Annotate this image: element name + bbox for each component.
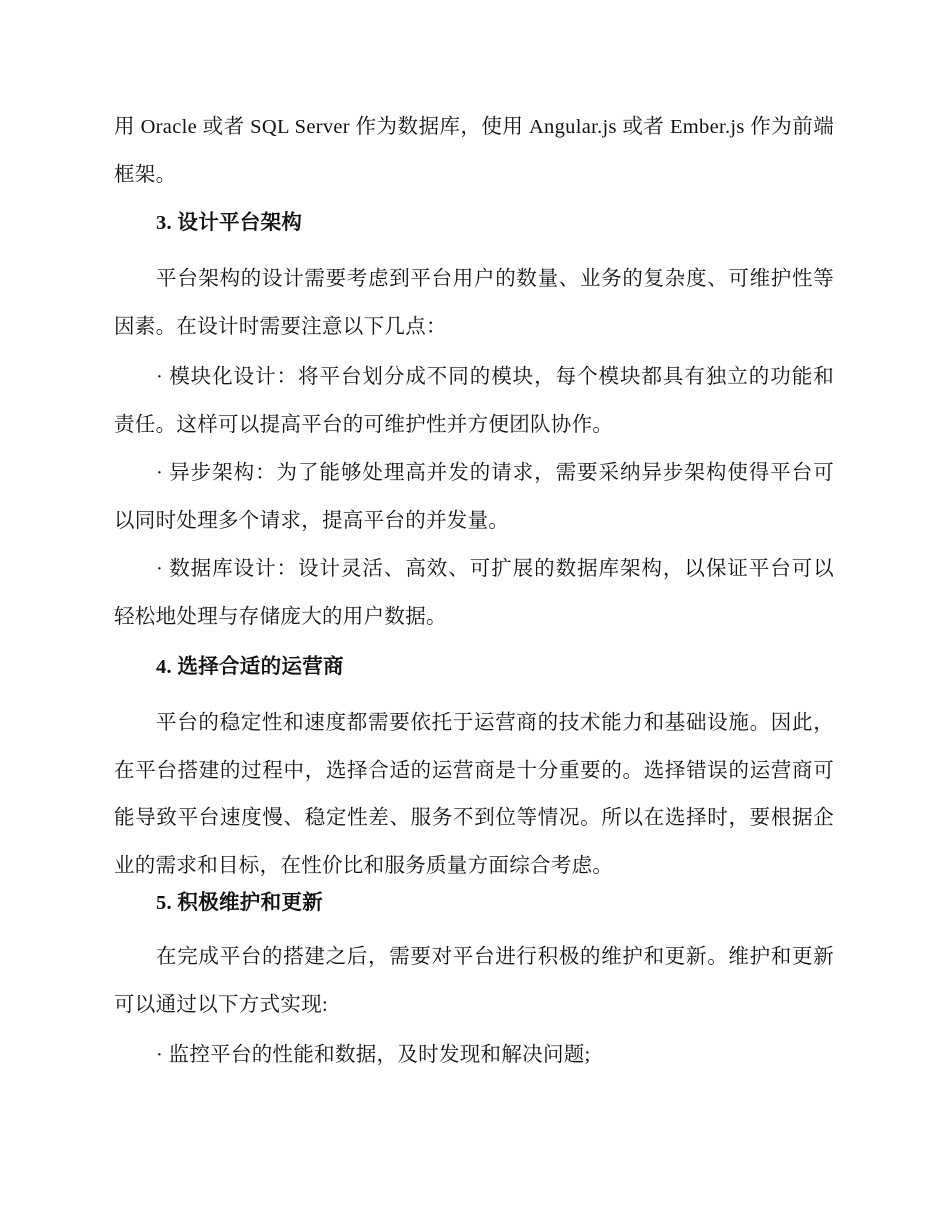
paragraph-operator: 平台的稳定性和速度都需要依托于运营商的技术能力和基础设施。因此，在平台搭建的过程中，选择合适的运营商是十分重要的。选择错误的运营商可能导致平台速度慢、稳定性差、服务不到位等情况。所以在选择时，要根据企业的需求和目标，在性价比和服务质量方面综合考虑。 bbox=[114, 712, 834, 877]
bullet-database-design: · 数据库设计：设计灵活、高效、可扩展的数据库架构，以保证平台可以轻松地处理与存储庞大的用户数据。 bbox=[114, 558, 834, 628]
paragraph-architecture-intro: 平台架构的设计需要考虑到平台用户的数量、业务的复杂度、可维护性等因素。在设计时需要注意以下几点： bbox=[114, 268, 834, 338]
paragraph-tech-stack: 用 Oracle 或者 SQL Server 作为数据库，使用 Angular.js 或者 Ember.js 作为前端框架。 bbox=[114, 116, 834, 186]
bullet-async-architecture: · 异步架构：为了能够处理高并发的请求，需要采纳异步架构使得平台可以同时处理多个请求，提高平台的并发量。 bbox=[114, 462, 834, 532]
heading-choose-operator: 4. 选择合适的运营商 bbox=[156, 656, 344, 678]
bullet-monitor-performance: · 监控平台的性能和数据，及时发现和解决问题; bbox=[156, 1044, 591, 1066]
bullet-modular-design: · 模块化设计：将平台划分成不同的模块，每个模块都具有独立的功能和责任。这样可以提高平台的可维护性并方便团队协作。 bbox=[114, 366, 834, 436]
heading-design-architecture: 3. 设计平台架构 bbox=[156, 212, 303, 234]
paragraph-maintenance: 在完成平台的搭建之后，需要对平台进行积极的维护和更新。维护和更新可以通过以下方式实现: bbox=[114, 946, 834, 1016]
heading-maintain-update: 5. 积极维护和更新 bbox=[156, 892, 323, 914]
